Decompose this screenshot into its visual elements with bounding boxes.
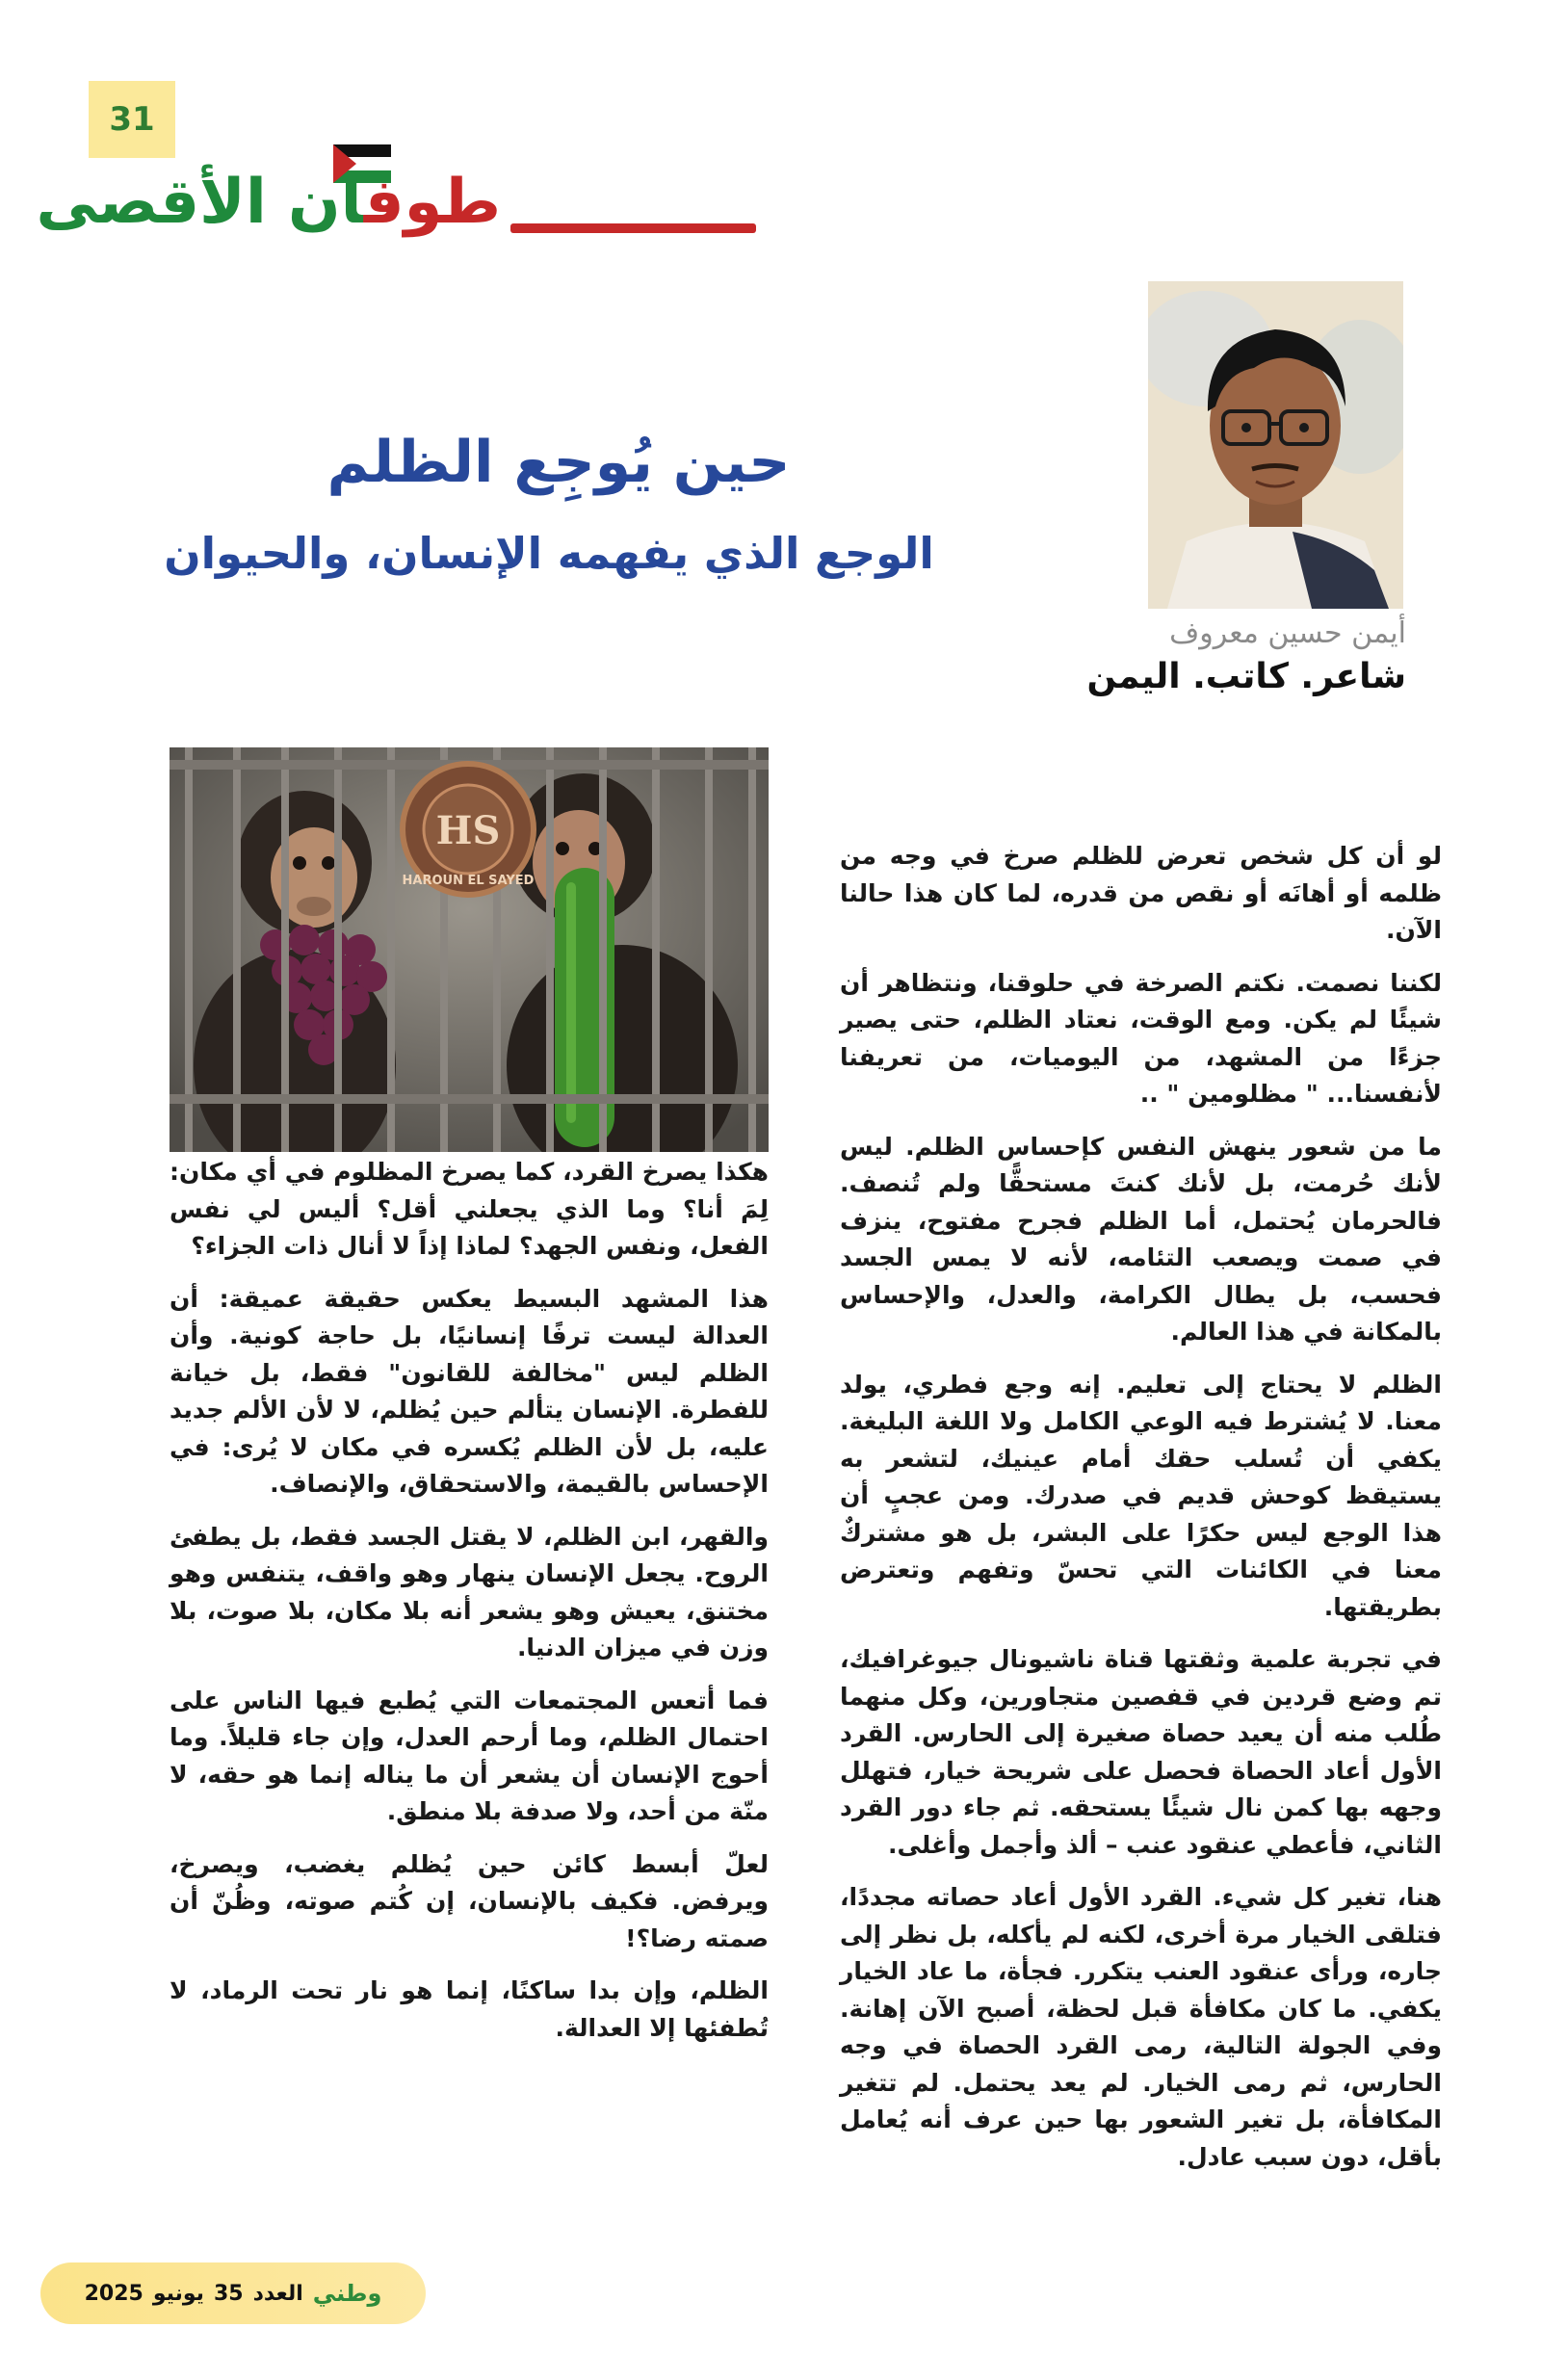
footer-issue-label: العدد xyxy=(252,2281,303,2306)
article-photo xyxy=(170,747,769,1152)
paragraph: الظلم لا يحتاج إلى تعليم. إنه وجع فطري، يولد معنا. لا يُشترط فيه الوعي الكامل ولا اللغة البليغة. يكفي أن تُسلب حقك أمام عينيك، لتشعر به يستيقظ كوحش قديم في صدرك. ومن عجبٍ أن هذا الوجع ليس حكرًا على البشر، بل هو مشتركٌ معنا في الكائنات التي تحسّ وتفهم وتعترض بطريقتها. xyxy=(840,1370,1442,1621)
article-body-left-column xyxy=(170,1154,769,2062)
paragraph: في تجربة علمية وثقتها قناة ناشيونال جيوغرافيك، تم وضع قردين في قفصين متجاورين، وكل منهما طُلب منه أن يعيد حصاة صغيرة إلى الحارس. القرد الأول أعاد الحصاة فحصل على شريحة خيار، فتهلل وجهه بها كمن نال شيئًا يستحقه. ثم جاء دور القرد الثاني، فأعطي عنقود عنب – ألذ وأجمل وأغلى. xyxy=(840,1645,1442,1859)
author-illustration xyxy=(1148,281,1403,609)
paragraph: لعلّ أبسط كائن حين يُظلم يغضب، ويصرخ، ويرفض. فكيف بالإنسان، إن كُتم صوته، وظُنّ أن صمته رضا؟! xyxy=(170,1849,769,1952)
logo-underline xyxy=(510,223,756,233)
logo-wordmark xyxy=(36,154,501,250)
author-role: شاعر. كاتب. اليمن xyxy=(1086,657,1406,696)
logo-word-red: طوف xyxy=(363,167,501,238)
author-portrait xyxy=(1148,281,1403,609)
page-number: 31 xyxy=(109,100,155,139)
paragraph: هذا المشهد البسيط يعكس حقيقة عميقة: أن العدالة ليست ترفًا إنسانيًا، بل حاجة كونية. وأن الظلم ليس "مخالفة للقانون" فقط، بل خيانة للفطرة. الإنسان يتألم حين يُظلم، لا لأن الألم جديد عليه، بل لأن الظلم يُكسره في مكان لا يُرى: في الإحساس بالقيمة، والاستحقاق، والإنصاف. xyxy=(170,1284,769,1498)
monkeys-cage-illustration xyxy=(170,747,769,1152)
issue-footer xyxy=(40,2262,426,2324)
logo-word-green: ان الأقصى xyxy=(36,167,364,238)
paragraph: فما أتعس المجتمعات التي يُطبع فيها الناس على احتمال الظلم، وما أرحم العدل، وإن جاء قليلاً. وما أحوج الإنسان أن يشعر أن ما يناله إنما هو حقه، لا منّة من أحد، ولا صدفة بلا منطق. xyxy=(170,1686,769,1825)
paragraph: الظلم، وإن بدا ساكنًا، إنما هو نار تحت الرماد، لا تُطفئها إلا العدالة. xyxy=(170,1976,769,2042)
watermark-ring-text: HAROUN EL SAYED xyxy=(402,874,535,888)
footer-month: يونيو xyxy=(152,2281,204,2306)
magazine-logo xyxy=(36,144,655,250)
paragraph: لكننا نصمت. نكتم الصرخة في حلوقنا، ونتظاهر أن شيئًا لم يكن. ومع الوقت، نعتاد الظلم، حتى يصير جزءًا من المشهد، من اليوميات، من تعريفنا لأنفسنا... " مظلومين " .. xyxy=(840,968,1442,1108)
paragraph: والقهر، ابن الظلم، لا يقتل الجسد فقط، بل يطفئ الروح. يجعل الإنسان ينهار وهو واقف، يتنفس وهو مختنق، يعيش وهو يشعر أنه بلا مكان، بلا صوت، بلا وزن في ميزان الدنيا. xyxy=(170,1522,769,1661)
paragraph: لو أن كل شخص تعرض للظلم صرخ في وجه من ظلمه أو أهانَه أو نقص من قدره، لما كان هذا حالنا الآن. xyxy=(840,842,1442,944)
article-subtitle: الوجع الذي يفهمه الإنسان، والحيوان xyxy=(164,528,934,579)
footer-issue-number: 35 xyxy=(213,2281,244,2306)
article-body-right-column xyxy=(840,838,1442,2191)
footer-brand: وطني xyxy=(312,2280,382,2307)
article-title: حين يُوجِع الظلم xyxy=(326,429,791,496)
paragraph: هنا، تغير كل شيء. القرد الأول أعاد حصاته مجددًا، فتلقى الخيار مرة أخرى، لكنه لم يأكله، بل نظر إلى جاره، ورأى عنقود العنب يتكرر. فجأة، ما عاد الخيار يكفي. ما كان مكافأة قبل لحظة، أصبح الآن إهانة. وفي الجولة التالية، رمى القرد الحصاة في وجه الحارس، ثم رمى الخيار. لم يعد يحتمل. لم تتغير المكافأة، بل تغير الشعور بها حين عرف أنه يُعامل بأقل، دون سبب عادل. xyxy=(840,1883,1442,2171)
paragraph: هكذا يصرخ القرد، كما يصرخ المظلوم في أي مكان: لِمَ أنا؟ وما الذي يجعلني أقل؟ أليس لي نفس الفعل، ونفس الجهد؟ لماذا إذاً لا أنال ذات الجزاء؟ xyxy=(170,1158,769,1260)
author-name: أيمن حسين معروف xyxy=(1169,616,1406,650)
footer-year: 2025 xyxy=(84,2281,144,2306)
paragraph: ما من شعور ينهش النفس كإحساس الظلم. ليس لأنك حُرمت، بل لأنك كنتَ مستحقًّا ولم تُنصف. فالحرمان يُحتمل، أما الظلم فجرح مفتوح، ينزف في صمت ويصعب التئامه، لأنه لا يمس الجسد فحسب، بل يطال الكرامة، والعدل، والإحساس بالمكانة في هذا العالم. xyxy=(840,1132,1442,1346)
watermark-initials: HS xyxy=(435,808,501,853)
